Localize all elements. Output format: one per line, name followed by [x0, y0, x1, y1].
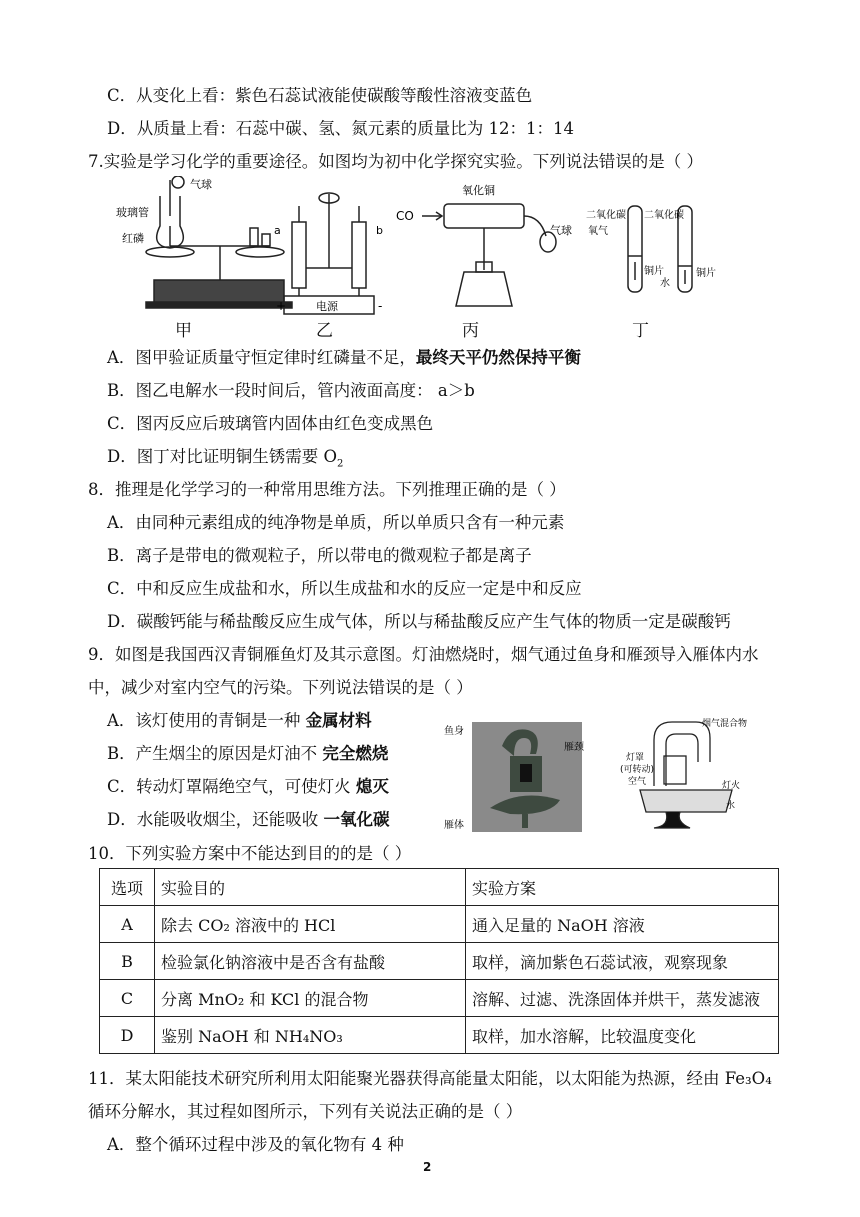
- q7-fig-a: a: [274, 224, 281, 237]
- q9-fig-air: 空气: [628, 777, 647, 787]
- q9-fig-fire: 灯火: [722, 781, 741, 791]
- table-row: [100, 906, 779, 943]
- row-purpose: 检验氯化钠溶液中是否含有盐酸: [155, 943, 466, 980]
- q11-stem-line1: 11．某太阳能技术研究所利用太阳能聚光器获得高能量太阳能，以太阳能为热源，经由 Fe₃O₄: [88, 1069, 772, 1088]
- row-plan: 取样，加水溶解，比较温度变化: [466, 1017, 779, 1054]
- q7-option-d: [107, 446, 343, 475]
- q7-fig-copper2: 铜片: [696, 268, 716, 279]
- header-plan: 实验方案: [466, 869, 779, 906]
- q6-option-d: D．从质量上看：石蕊中碳、氢、氮元素的质量比为 12：1：14: [107, 119, 574, 138]
- q9-lamp-diagram: [640, 722, 732, 828]
- q7-option-d-text: D．图丁对比证明铜生锈需要 O: [107, 447, 338, 466]
- q7-fig-co: CO: [396, 209, 414, 223]
- q7-fig-balloon: 气球: [190, 178, 212, 191]
- row-option: C: [100, 980, 155, 1017]
- q9-option-b-text: B．产生烟尘的原因是灯油不: [107, 744, 323, 763]
- q9-option-c: [107, 776, 389, 798]
- q7-fig-glass-tube: 玻璃管: [116, 206, 149, 219]
- q9-fig-fish: 鱼身: [444, 726, 464, 737]
- row-purpose: 分离 MnO₂ 和 KCl 的混合物: [155, 980, 466, 1017]
- q7-fig-co2: 二氧化碳: [644, 210, 684, 221]
- q10-table: [99, 868, 779, 1054]
- q9-option-a-bold: 金属材料: [305, 711, 372, 730]
- q7-fig-power: 电源: [316, 300, 338, 313]
- q9-fig-body: 雁体: [444, 820, 464, 831]
- q9-stem-line2: 中，减少对室内空气的污染。下列说法错误的是（ ）: [88, 678, 473, 697]
- row-plan: 溶解、过滤、洗涤固体并烘干，蒸发滤液: [466, 980, 779, 1017]
- q7-fig-balloon2: 气球: [550, 224, 572, 237]
- q9-lamp-figure: [440, 716, 770, 834]
- q9-fig-shade2: (可转动): [620, 765, 655, 775]
- q7-option-d-sub: 2: [337, 458, 344, 470]
- page-number: 2: [423, 1160, 432, 1174]
- header-option: 选项: [100, 869, 155, 906]
- q7-fig-red-p: 红磷: [122, 232, 144, 245]
- q7-option-a-text: A．图甲验证质量守恒定律时红磷量不足，: [107, 348, 416, 367]
- row-purpose: 鉴别 NaOH 和 NH₄NO₃: [155, 1017, 466, 1054]
- q7-fig-cuo: 氧化铜: [462, 184, 495, 197]
- q10-stem: 10．下列实验方案中不能达到目的的是（ ）: [88, 844, 412, 863]
- q7-option-b: B．图乙电解水一段时间后，管内液面高度： a＞b: [107, 381, 475, 400]
- q8-option-c: C．中和反应生成盐和水，所以生成盐和水的反应一定是中和反应: [107, 579, 582, 598]
- row-option: B: [100, 943, 155, 980]
- q9-fig-water: 水: [726, 801, 736, 811]
- q7-fig-water: 水: [660, 278, 670, 289]
- q7-option-a: [107, 347, 581, 369]
- table-header-row: [100, 869, 779, 906]
- q7-fig-copper: 铜片: [644, 266, 664, 277]
- q7-stem: 7.实验是学习化学的重要途径。如图均为初中化学探究实验。下列说法错误的是（ ）: [88, 152, 703, 171]
- q9-option-d: [107, 809, 389, 831]
- q9-stem-line1: 9．如图是我国西汉青铜雁鱼灯及其示意图。灯油燃烧时，烟气通过鱼身和雁颈导入雁体内水: [88, 645, 759, 664]
- q7-fig-label-yi: 乙: [316, 321, 333, 341]
- q9-option-d-bold: 一氧化碳: [323, 810, 390, 829]
- q7-figure: [110, 176, 750, 338]
- row-plan: 取样，滴加紫色石蕊试液，观察现象: [466, 943, 779, 980]
- q7-fig-plus: +: [276, 299, 287, 313]
- header-purpose: 实验目的: [155, 869, 466, 906]
- q9-option-c-text: C．转动灯罩隔绝空气，可使灯火: [107, 777, 356, 796]
- q7-fig-minus: -: [378, 299, 383, 313]
- table-row: [100, 943, 779, 980]
- q9-option-d-text: D．水能吸收烟尘，还能吸收: [107, 810, 324, 829]
- q7-fig-label-bing: 丙: [462, 321, 479, 341]
- q9-fig-shade1: 灯罩: [626, 753, 645, 763]
- table-row: [100, 1017, 779, 1054]
- q7-fig-bing: [422, 204, 556, 306]
- q7-fig-co2-o2: 二氧化碳: [586, 210, 626, 221]
- q8-option-d: D．碳酸钙能与稀盐酸反应生成气体，所以与稀盐酸反应产生气体的物质一定是碳酸钙: [107, 612, 731, 631]
- q11-stem-line2: 循环分解水，其过程如图所示，下列有关说法正确的是（ ）: [88, 1102, 523, 1121]
- row-purpose: 除去 CO₂ 溶液中的 HCl: [155, 906, 466, 943]
- q7-fig-oxygen: 氧气: [588, 226, 608, 237]
- q9-fig-smoke: 烟气混合物: [702, 719, 748, 729]
- q8-stem: 8．推理是化学学习的一种常用思维方法。下列推理正确的是（ ）: [88, 480, 566, 499]
- q8-option-b: B．离子是带电的微观粒子，所以带电的微观粒子都是离子: [107, 546, 532, 565]
- q7-fig-b: b: [376, 224, 383, 237]
- q9-option-a: [107, 710, 372, 732]
- q6-option-c: C．从变化上看：紫色石蕊试液能使碳酸等酸性溶液变蓝色: [107, 86, 533, 105]
- q7-option-c: C．图丙反应后玻璃管内固体由红色变成黑色: [107, 414, 434, 433]
- row-option: A: [100, 906, 155, 943]
- q7-fig-label-ding: 丁: [632, 321, 649, 341]
- q7-fig-label-jia: 甲: [175, 321, 192, 341]
- q7-fig-yi: [284, 193, 374, 314]
- row-option: D: [100, 1017, 155, 1054]
- q9-option-c-bold: 熄灭: [355, 777, 389, 796]
- q11-option-a: A．整个循环过程中涉及的氧化物有 4 种: [107, 1135, 404, 1154]
- q9-option-b: [107, 743, 388, 765]
- q7-option-a-bold: 最终天平仍然保持平衡: [415, 348, 581, 367]
- q9-option-b-bold: 完全燃烧: [322, 744, 389, 763]
- q9-fig-neck: 雁颈: [564, 742, 584, 753]
- q7-fig-jia: [146, 176, 292, 308]
- q9-option-a-text: A．该灯使用的青铜是一种: [107, 711, 306, 730]
- table-row: [100, 980, 779, 1017]
- row-plan: 通入足量的 NaOH 溶液: [466, 906, 779, 943]
- q8-option-a: A．由同种元素组成的纯净物是单质，所以单质只含有一种元素: [107, 513, 565, 532]
